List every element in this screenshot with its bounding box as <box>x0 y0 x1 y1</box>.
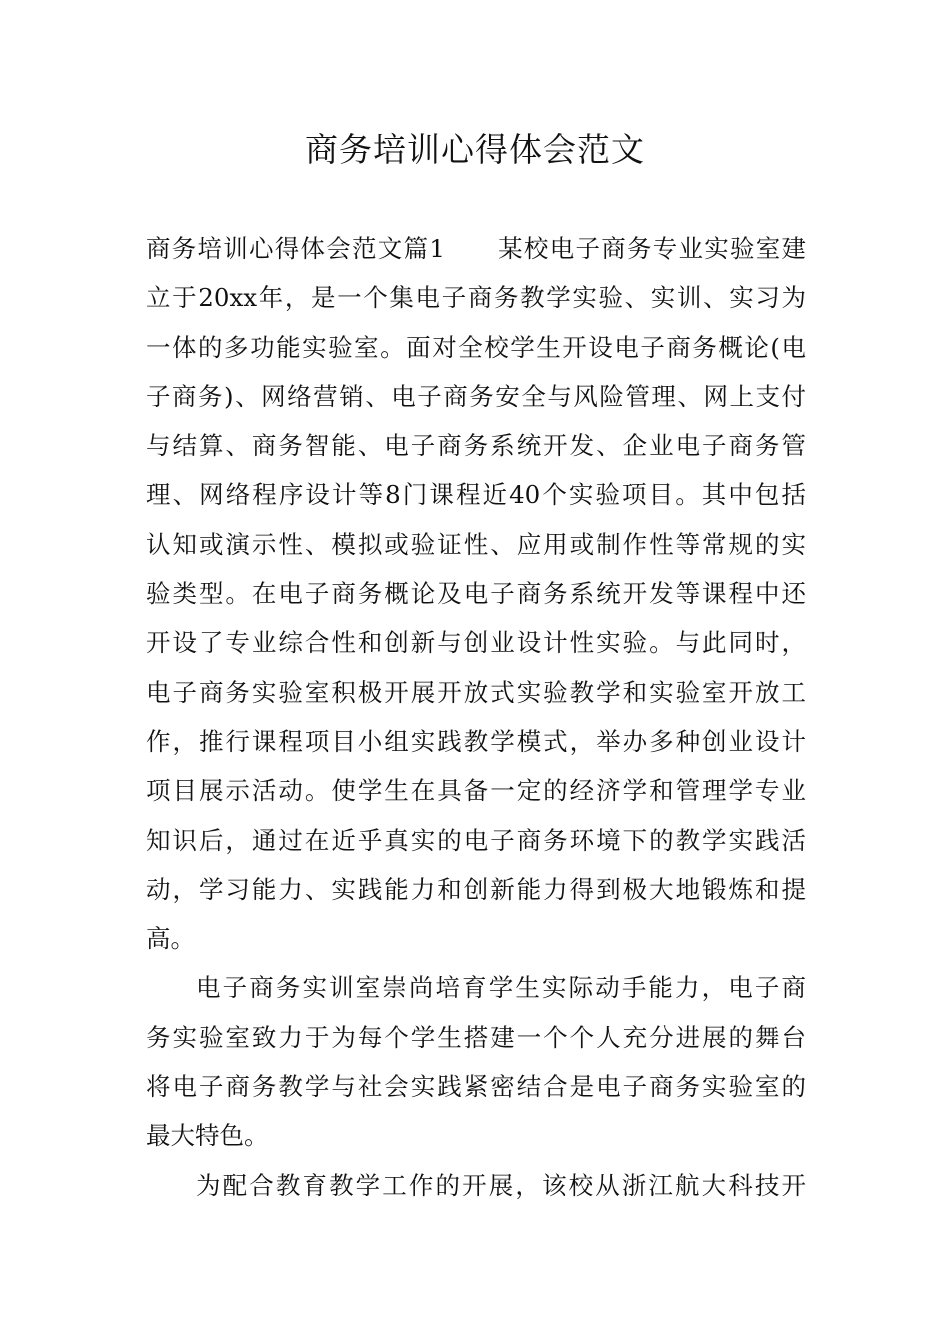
paragraph-line: 最大特色。 <box>146 1121 269 1151</box>
paragraph-line: 为配合教育教学工作的开展，该校从浙江航大科技开 <box>196 1170 806 1200</box>
paragraph-line: 理、网络程序设计等8门课程近40个实验项目。其中包括 <box>146 480 806 510</box>
section-heading: 商务培训心得体会范文篇1 <box>146 234 445 263</box>
paragraph-line: 一体的多功能实验室。面对全校学生开设电子商务概论(电 <box>146 332 806 362</box>
paragraph-line: 开设了专业综合性和创新与创业设计性实验。与此同时， <box>146 628 806 658</box>
paragraph-line: 作，推行课程项目小组实践教学模式，举办多种创业设计 <box>146 726 806 756</box>
paragraph-line: 动，学习能力、实践能力和创新能力得到极大地锻炼和提 <box>146 874 806 904</box>
document-body <box>146 224 806 1210</box>
paragraph-line: 立于20xx年，是一个集电子商务教学实验、实训、实习为 <box>146 283 806 313</box>
paragraph-line: 项目展示活动。使学生在具备一定的经济学和管理学专业 <box>146 776 806 806</box>
document-title: 商务培训心得体会范文 <box>305 130 645 169</box>
paragraph-line: 认知或演示性、模拟或验证性、应用或制作性等常规的实 <box>146 529 806 559</box>
paragraph-line: 将电子商务教学与社会实践紧密结合是电子商务实验室的 <box>146 1072 806 1102</box>
paragraph-line: 务实验室致力于为每个学生搭建一个个人充分进展的舞台 <box>146 1022 806 1052</box>
paragraph-line: 高。 <box>146 924 195 954</box>
paragraph-line: 与结算、商务智能、电子商务系统开发、企业电子商务管 <box>146 431 806 461</box>
paragraph-line: 验类型。在电子商务概论及电子商务系统开发等课程中还 <box>146 579 806 609</box>
paragraph-line: 知识后，通过在近乎真实的电子商务环境下的教学实践活 <box>146 825 806 855</box>
paragraph-line: 电子商务实训室崇尚培育学生实际动手能力，电子商 <box>196 973 806 1003</box>
paragraph-line: 商务培训心得体会范文篇1 某校电子商务专业实验室建 <box>146 234 807 263</box>
paragraph-line: 子商务)、网络营销、电子商务安全与风险管理、网上支付 <box>146 381 806 411</box>
paragraph-3 <box>146 1161 806 1210</box>
paragraph-line: 电子商务实验室积极开展开放式实验教学和实验室开放工 <box>146 677 806 707</box>
paragraph-1 <box>146 224 806 963</box>
paragraph-2 <box>146 963 806 1160</box>
